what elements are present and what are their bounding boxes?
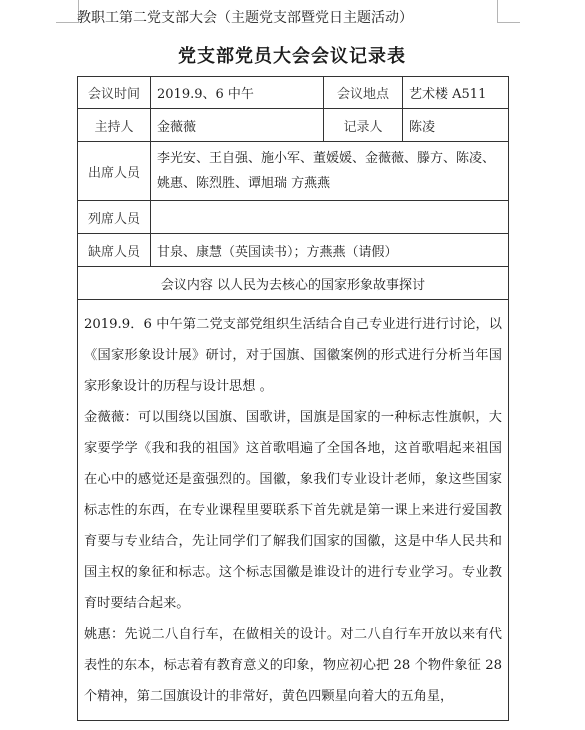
absent-label: 缺席人员 (78, 234, 151, 267)
topic-row (78, 267, 509, 300)
meeting-place-label: 会议地点 (324, 77, 403, 109)
content-paragraph-3: 姚惠：先说二八自行车，在做相关的设计。对二八自行车开放以来有代表性的东本，标志着有教育意义的印象，物应初心把 28 个物件象征 28 个精神，第二国旗设计的非常好，黄色四颗星向着大的五角星， (84, 626, 502, 704)
meeting-place-value: 艺术楼 A511 (403, 77, 509, 109)
attendees-label: 出席人员 (78, 142, 151, 201)
absent-value: 甘泉、康慧（英国读书）；方燕燕（请假） (151, 234, 509, 267)
document-title: 党支部党员大会会议记录表 (178, 46, 406, 67)
recorder-value: 陈凌 (403, 109, 509, 142)
content-row (78, 300, 509, 721)
observers-label: 列席人员 (78, 201, 151, 234)
attendees-value: 李光安、王自强、施小军、董媛媛、金薇薇、滕方、陈凌、姚惠、陈烈胜、谭旭瑞 方燕燕 (151, 142, 509, 201)
meeting-time-label: 会议时间 (78, 77, 151, 109)
observers-value (151, 201, 509, 234)
content-paragraph-2: 金薇薇：可以围绕以国旗、国歌讲，国旗是国家的一种标志性旗帜，大家要学学《我和我的祖国》这首歌唱遍了全国各地，这首歌唱起来祖国在心中的感觉还是蛮强烈的。国徽，象我们专业设计老师，象这些国家标志性的东西，在专业课程里要联系下首先就是第一课上来进行爱国教育要与专业结合，先让同学们了解我们国家的国徽，这是中华人民共和国主权的象征和标志。这个标志国徽是谁设计的进行专业学习。专业教育时要结合起来。 (84, 409, 502, 611)
meeting-record-table (77, 76, 509, 721)
meeting-time-row (78, 77, 509, 109)
document-header: 教职工第二党支部大会（主题党支部暨党日主题活动） (77, 10, 413, 26)
content-paragraph-1: 2019.9．6 中午第二党支部党组织生活结合自己专业进行进行讨论，以《国家形象设计展》研讨，对于国旗、国徽案例的形式进行分析当年国家形象设计的历程与设计思想 。 (84, 316, 502, 394)
meeting-content (78, 300, 509, 721)
meeting-time-value: 2019.9、6 中午 (151, 77, 324, 109)
crop-mark-top-left (56, 0, 79, 23)
meeting-topic: 会议内容 以人民为去核心的国家形象故事探讨 (78, 267, 509, 300)
absent-row (78, 234, 509, 267)
host-row (78, 109, 509, 142)
recorder-label: 记录人 (324, 109, 403, 142)
attendees-row (78, 142, 509, 201)
host-value: 金薇薇 (151, 109, 324, 142)
observers-row (78, 201, 509, 234)
host-label: 主持人 (78, 109, 151, 142)
